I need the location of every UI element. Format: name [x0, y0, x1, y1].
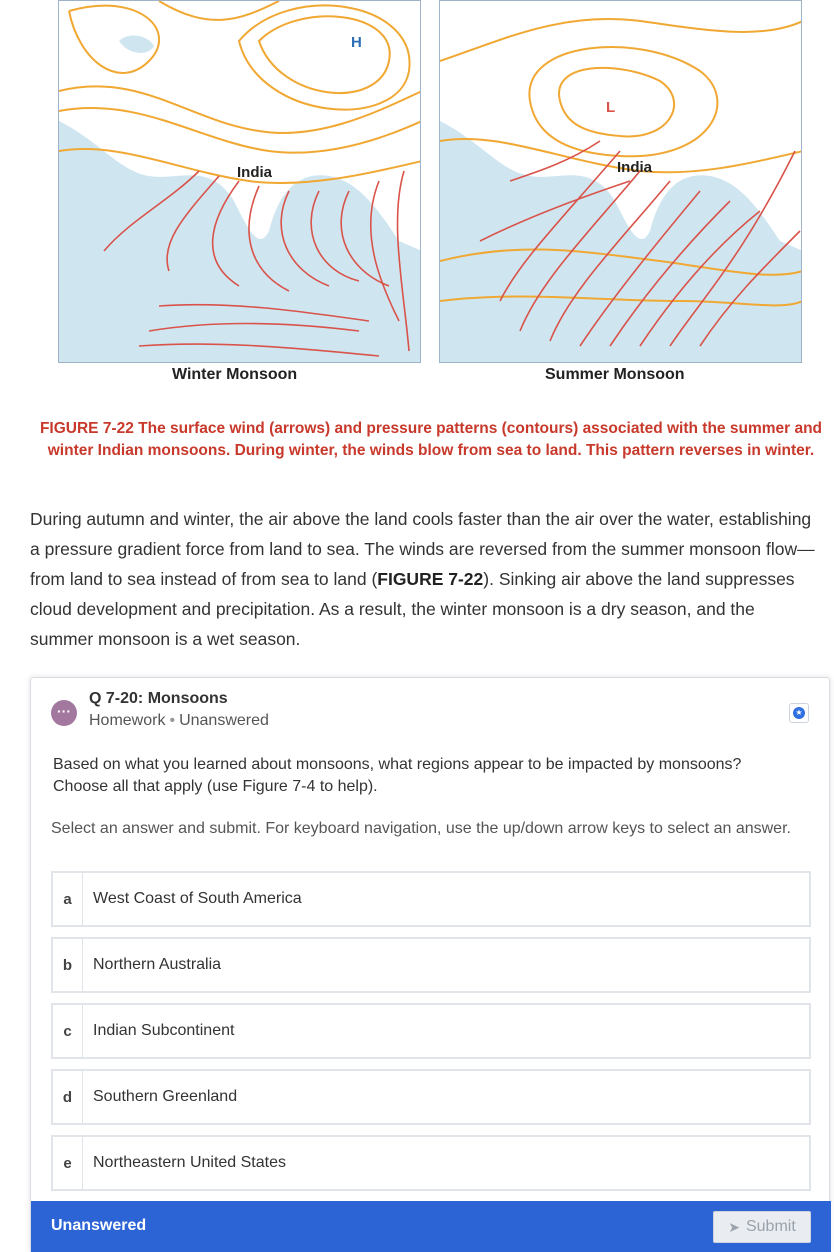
- separator-dot: •: [169, 712, 176, 729]
- option-text: Northeastern United States: [93, 1154, 286, 1171]
- submit-button[interactable]: [713, 1211, 811, 1243]
- india-label-summer: India: [617, 159, 653, 176]
- footer-status: Unanswered: [51, 1217, 147, 1234]
- low-pressure-label: L: [606, 99, 616, 116]
- bookmark-button[interactable]: [789, 703, 809, 723]
- answer-option-e[interactable]: [51, 1135, 811, 1191]
- option-letter: c: [53, 1005, 83, 1057]
- figure-caption: FIGURE 7-22 The surface wind (arrows) and pressure patterns (contours) associated with the summer and winter Indian monsoons. During winter, the winds blow from sea to land. This pattern reverses in winter.: [39, 420, 823, 459]
- winter-monsoon-caption: Winter Monsoon: [172, 366, 298, 383]
- option-letter: d: [53, 1071, 83, 1123]
- winter-monsoon-map: [58, 0, 421, 363]
- submit-label: Submit: [745, 1218, 796, 1235]
- paragraph-text-before: During autumn and winter, the air above the land cools faster than the air over the water, establishing a pressure gradient force from land to sea. The winds are reversed from the summer monsoon flow—from land to sea instead of from sea to land (: [30, 509, 815, 589]
- option-text: Southern Greenland: [93, 1088, 238, 1105]
- option-letter: e: [53, 1137, 83, 1189]
- option-text: Northern Australia: [93, 956, 222, 973]
- option-letter: b: [53, 939, 83, 991]
- question-meta: [89, 712, 269, 730]
- summer-monsoon-map: [439, 0, 802, 363]
- summer-monsoon-caption: Summer Monsoon: [545, 366, 685, 383]
- monsoon-figure: [58, 0, 802, 365]
- question-status: Unanswered: [179, 712, 269, 729]
- answer-option-a[interactable]: [51, 871, 811, 927]
- india-label-winter: India: [237, 164, 273, 181]
- figure-reference: FIGURE 7-22: [377, 569, 484, 589]
- send-icon: ➤: [728, 1218, 740, 1235]
- star-icon: ★: [793, 707, 805, 719]
- question-prompt: Based on what you learned about monsoons, what regions appear to be impacted by monsoons? Choose all that apply (use Figure 7-4 to help).: [53, 756, 742, 795]
- body-paragraph: [30, 504, 820, 654]
- option-letter: a: [53, 873, 83, 925]
- question-footer: [31, 1201, 831, 1252]
- winter-map-graphic: [59, 1, 421, 363]
- question-type: Homework: [89, 712, 166, 729]
- paragraph-text-after: ). Sinking air above the land suppresses cloud development and precipitation. As a result, the winter monsoon is a dry season, and the summer monsoon is a wet season.: [30, 569, 795, 649]
- option-text: West Coast of South America: [93, 890, 302, 907]
- question-card: [30, 677, 830, 1252]
- option-text: Indian Subcontinent: [93, 1022, 235, 1039]
- high-pressure-label: H: [351, 34, 362, 51]
- answer-option-b[interactable]: [51, 937, 811, 993]
- chat-bubble-icon: ···: [51, 700, 77, 726]
- question-instructions: Select an answer and submit. For keyboard navigation, use the up/down arrow keys to select an answer.: [51, 820, 791, 837]
- summer-map-graphic: [440, 1, 802, 363]
- answer-option-d[interactable]: [51, 1069, 811, 1125]
- question-title: Q 7-20: Monsoons: [89, 690, 228, 707]
- answer-option-c[interactable]: [51, 1003, 811, 1059]
